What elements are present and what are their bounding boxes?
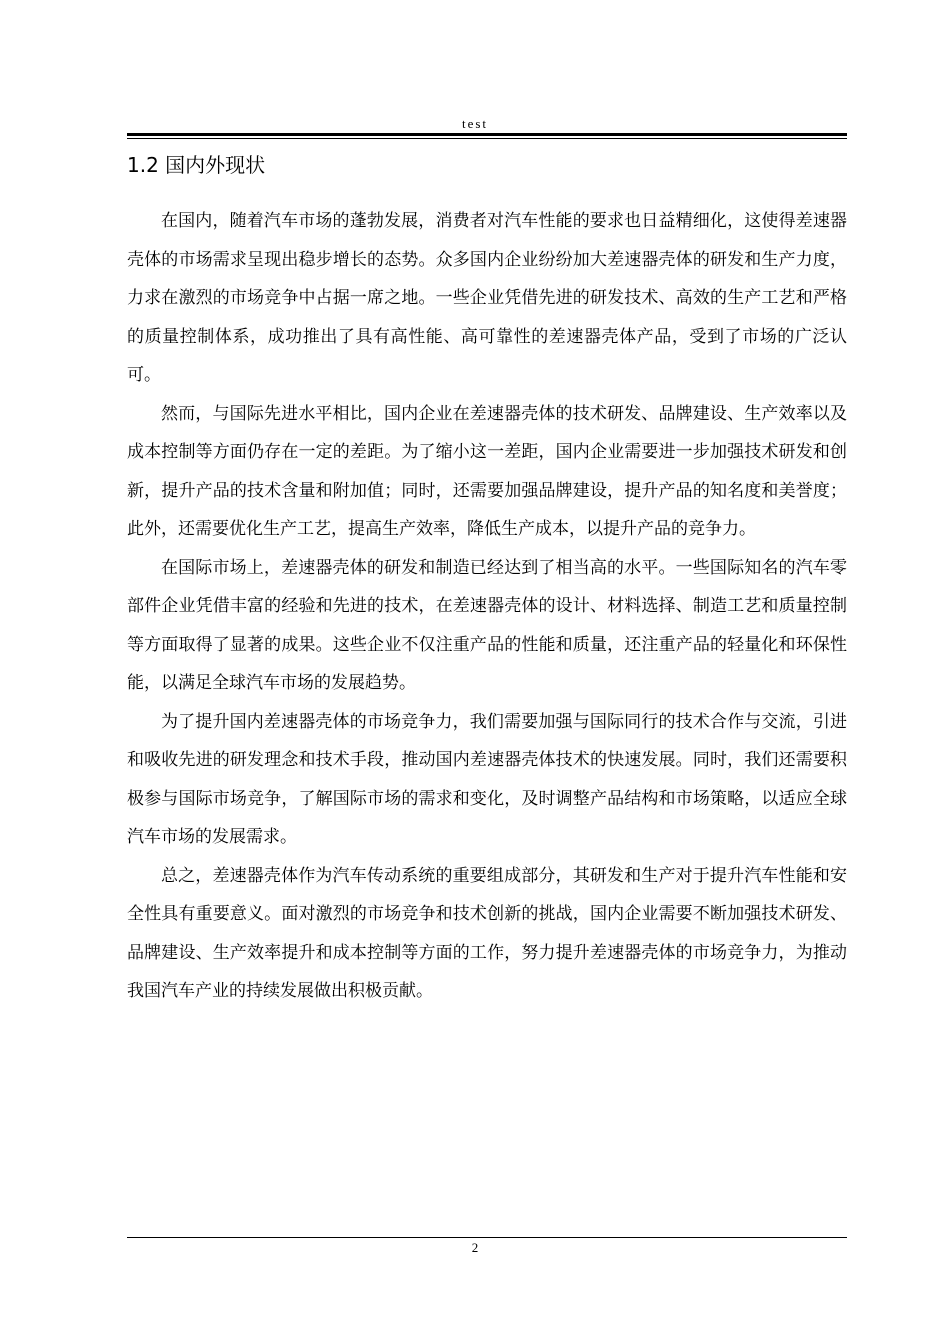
header-rule-thick <box>127 133 847 136</box>
paragraph-cooperation: 为了提升国内差速器壳体的市场竞争力，我们需要加强与国际同行的技术合作与交流，引进和吸收先进的研发理念和技术手段，推动国内差速器壳体技术的快速发展。同时，我们还需要积极参与国际市场竞争，了解国际市场的需求和变化，及时调整产品结构和市场策略，以适应全球汽车市场的发展需求。 <box>127 711 847 847</box>
page-number: 2 <box>471 1240 479 1255</box>
paragraph-international-status: 在国际市场上，差速器壳体的研发和制造已经达到了相当高的水平。一些国际知名的汽车零部件企业凭借丰富的经验和先进的技术，在差速器壳体的设计、材料选择、制造工艺和质量控制等方面取得了显著的成果。这些企业不仅注重产品的性能和质量，还注重产品的轻量化和环保性能，以满足全球汽车市场的发展趋势。 <box>127 557 847 693</box>
page-header: test <box>461 116 489 131</box>
paragraph-domestic-gap: 然而，与国际先进水平相比，国内企业在差速器壳体的技术研发、品牌建设、生产效率以及成本控制等方面仍存在一定的差距。为了缩小这一差距，国内企业需要进一步加强技术研发和创新，提升产品的技术含量和附加值；同时，还需要加强品牌建设，提升产品的知名度和美誉度；此外，还需要优化生产工艺，提高生产效率，降低生产成本，以提升产品的竞争力。 <box>127 403 847 539</box>
body-text <box>127 202 847 1011</box>
footer-rule <box>127 1237 847 1238</box>
paragraph-conclusion: 总之，差速器壳体作为汽车传动系统的重要组成部分，其研发和生产对于提升汽车性能和安全性具有重要意义。面对激烈的市场竞争和技术创新的挑战，国内企业需要不断加强技术研发、品牌建设、生产效率提升和成本控制等方面的工作，努力提升差速器壳体的市场竞争力，为推动我国汽车产业的持续发展做出积极贡献。 <box>127 865 847 1001</box>
section-title: 1.2 国内外现状 <box>127 153 266 177</box>
paragraph-domestic-status: 在国内，随着汽车市场的蓬勃发展，消费者对汽车性能的要求也日益精细化，这使得差速器壳体的市场需求呈现出稳步增长的态势。众多国内企业纷纷加大差速器壳体的研发和生产力度，力求在激烈的市场竞争中占据一席之地。一些企业凭借先进的研发技术、高效的生产工艺和严格的质量控制体系，成功推出了具有高性能、高可靠性的差速器壳体产品，受到了市场的广泛认可。 <box>127 211 847 385</box>
header-rule-thin <box>127 138 847 139</box>
